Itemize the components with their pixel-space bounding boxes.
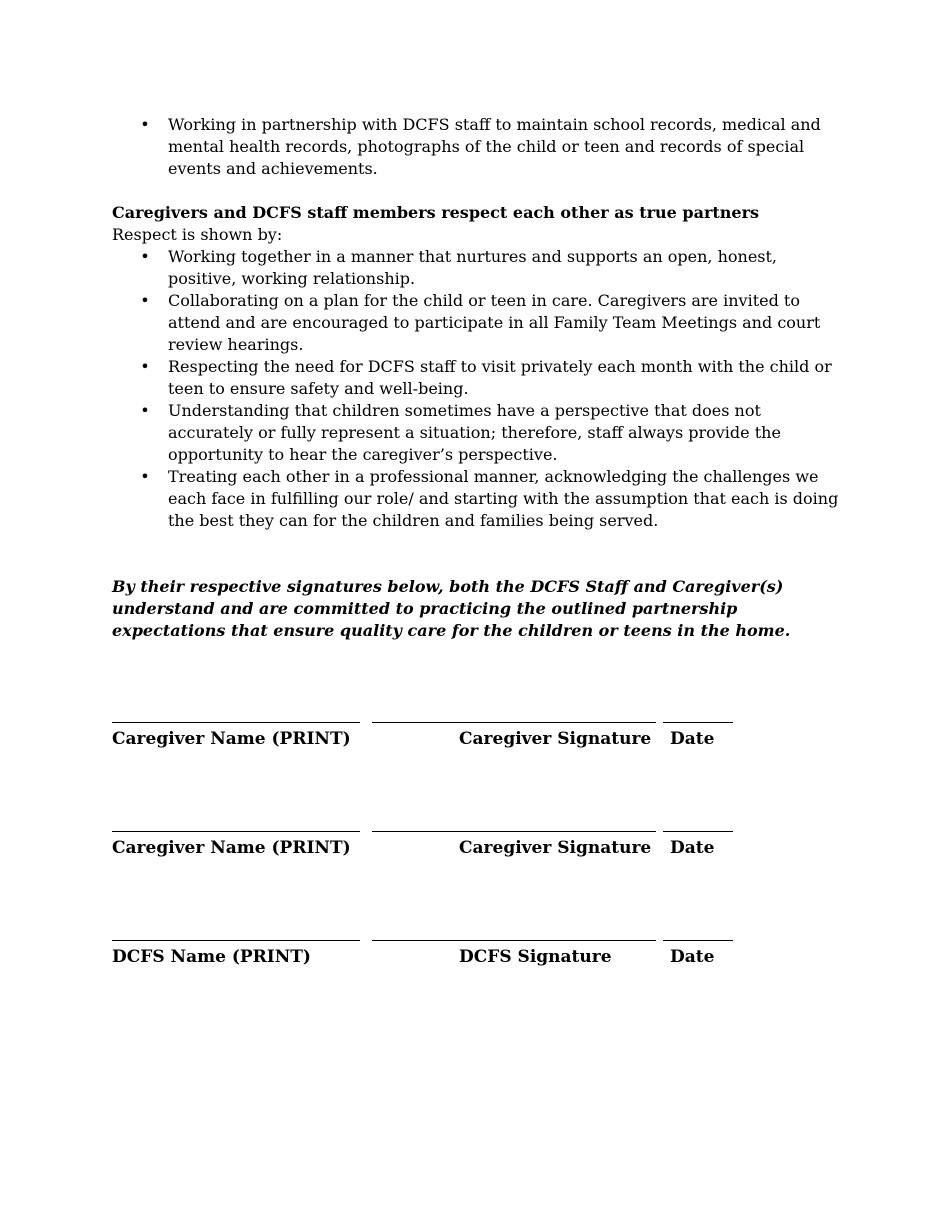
intro-bullet-list bbox=[112, 114, 840, 180]
bullet-text: Respecting the need for DCFS staff to visit privately each month with the child or teen to ensure safety and well-being. bbox=[168, 357, 832, 398]
list-item bbox=[112, 246, 840, 290]
commitment-statement: By their respective signatures below, both the DCFS Staff and Caregiver(s) understand and are committed to practicing the outlined partnership expectations that ensure quality care for the children or teens in the home. bbox=[112, 577, 791, 640]
signature-label: DCFS Signature bbox=[459, 947, 612, 967]
bullet-icon: • bbox=[140, 357, 150, 376]
bullet-icon: • bbox=[140, 291, 150, 310]
signature-line[interactable] bbox=[372, 722, 656, 723]
date-label: Date bbox=[670, 947, 715, 967]
name-line[interactable] bbox=[112, 831, 360, 832]
bullet-text: Working in partnership with DCFS staff to maintain school records, medical and mental health records, photographs of the child or teen and records of special events and achievements. bbox=[168, 115, 821, 178]
list-item bbox=[112, 466, 840, 532]
date-label: Date bbox=[670, 838, 715, 858]
date-line[interactable] bbox=[663, 940, 733, 941]
signature-block-caregiver-2 bbox=[112, 831, 752, 871]
name-label: Caregiver Name (PRINT) bbox=[112, 838, 351, 858]
list-item bbox=[112, 400, 840, 466]
name-line[interactable] bbox=[112, 722, 360, 723]
section-intro: Respect is shown by: bbox=[112, 225, 283, 244]
list-item bbox=[112, 356, 840, 400]
bullet-text: Treating each other in a professional manner, acknowledging the challenges we each face in fulfilling our role/ and starting with the assumption that each is doing the best they can for the children and families being served. bbox=[168, 467, 839, 530]
bullet-text: Working together in a manner that nurtures and supports an open, honest, positive, working relationship. bbox=[168, 247, 778, 288]
list-item bbox=[112, 290, 840, 356]
signature-block-caregiver-1 bbox=[112, 722, 752, 762]
name-label: Caregiver Name (PRINT) bbox=[112, 729, 351, 749]
name-line[interactable] bbox=[112, 940, 360, 941]
bullet-icon: • bbox=[140, 247, 150, 266]
bullet-icon: • bbox=[140, 467, 150, 486]
document-body bbox=[112, 114, 840, 642]
date-line[interactable] bbox=[663, 722, 733, 723]
section-heading: Caregivers and DCFS staff members respect each other as true partners bbox=[112, 203, 760, 222]
signature-label: Caregiver Signature bbox=[459, 729, 652, 749]
bullet-text: Collaborating on a plan for the child or teen in care. Caregivers are invited to attend and are encouraged to participate in all Family Team Meetings and court review hearings. bbox=[168, 291, 821, 354]
list-item bbox=[112, 114, 840, 180]
signature-label: Caregiver Signature bbox=[459, 838, 652, 858]
bullet-icon: • bbox=[140, 115, 150, 134]
date-line[interactable] bbox=[663, 831, 733, 832]
bullet-text: Understanding that children sometimes have a perspective that does not accurately or fully represent a situation; therefore, staff always provide the opportunity to hear the caregiver’s perspective. bbox=[168, 401, 781, 464]
signature-block-dcfs bbox=[112, 940, 752, 980]
name-label: DCFS Name (PRINT) bbox=[112, 947, 311, 967]
respect-bullet-list bbox=[112, 246, 840, 532]
signature-line[interactable] bbox=[372, 940, 656, 941]
signature-line[interactable] bbox=[372, 831, 656, 832]
date-label: Date bbox=[670, 729, 715, 749]
bullet-icon: • bbox=[140, 401, 150, 420]
